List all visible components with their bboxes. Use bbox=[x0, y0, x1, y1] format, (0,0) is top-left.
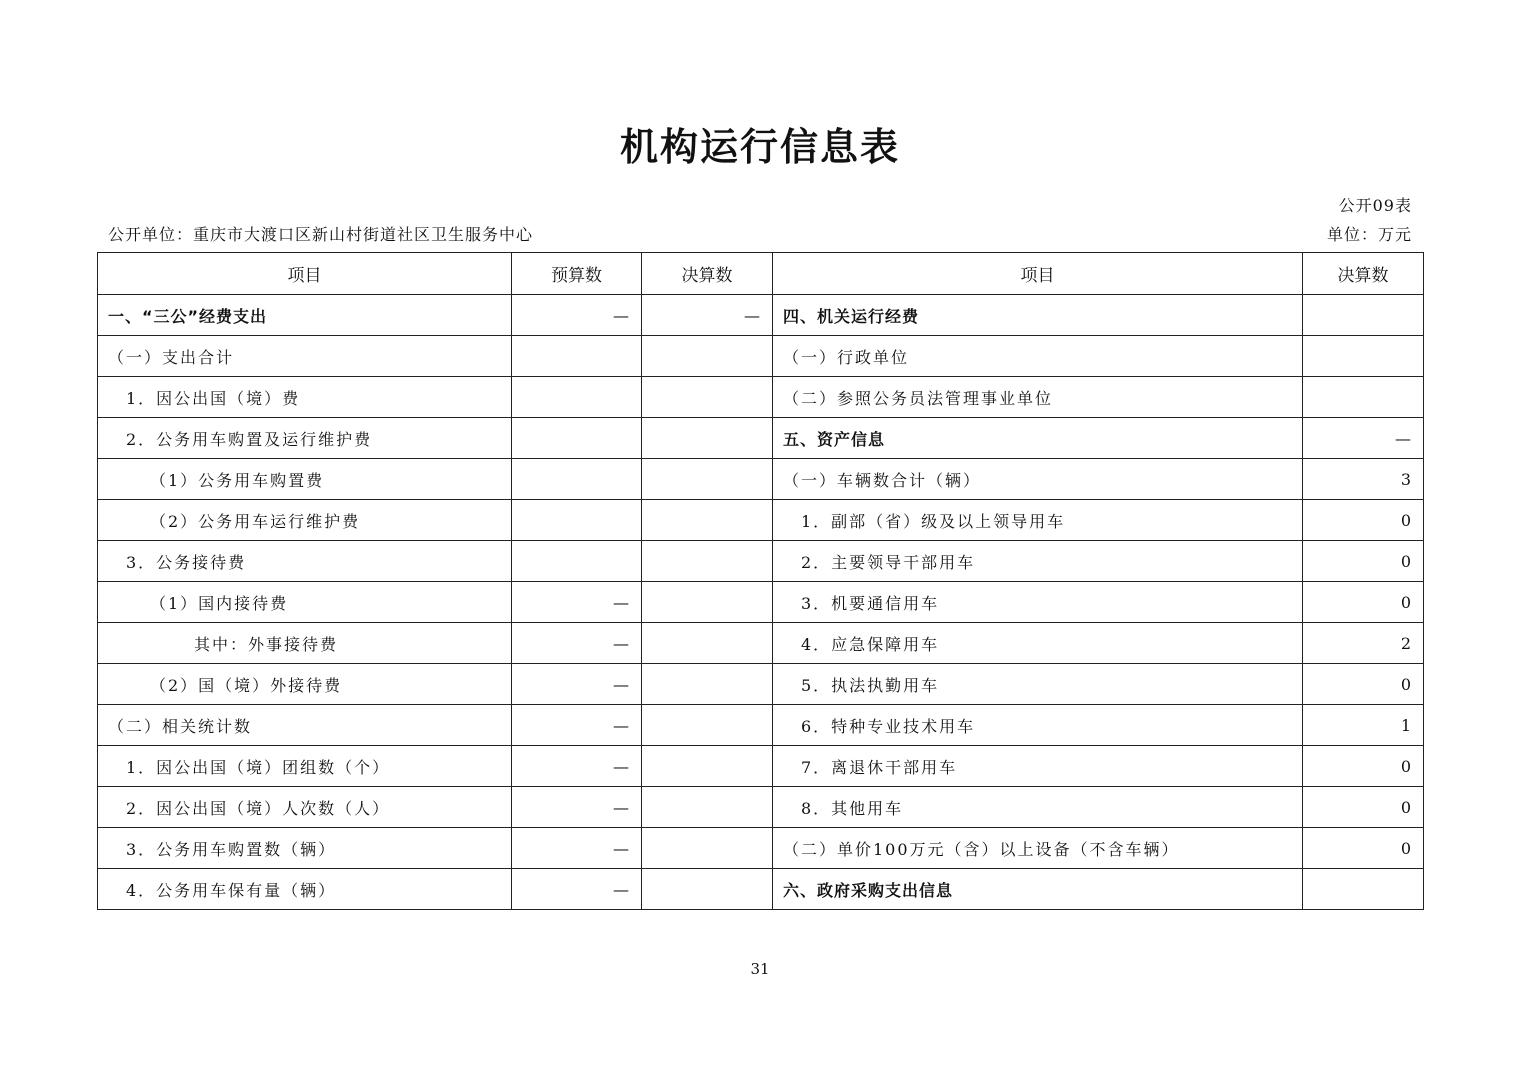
table-row bbox=[98, 418, 1424, 459]
left-item: 3．公务用车购置数（辆） bbox=[98, 828, 512, 869]
header-actual-left: 决算数 bbox=[642, 253, 773, 295]
right-actual bbox=[1303, 295, 1424, 336]
right-item: 6．特种专业技术用车 bbox=[773, 705, 1303, 746]
table-row bbox=[98, 295, 1424, 336]
right-item: 五、资产信息 bbox=[773, 418, 1303, 459]
right-actual: 0 bbox=[1303, 664, 1424, 705]
right-actual: — bbox=[1303, 418, 1424, 459]
right-item: （一）行政单位 bbox=[773, 336, 1303, 377]
left-budget: — bbox=[512, 582, 642, 623]
left-actual bbox=[642, 828, 773, 869]
right-item: 1．副部（省）级及以上领导用车 bbox=[773, 500, 1303, 541]
right-item: 5．执法执勤用车 bbox=[773, 664, 1303, 705]
left-item: 1．因公出国（境）费 bbox=[98, 377, 512, 418]
left-item: 1．因公出国（境）团组数（个） bbox=[98, 746, 512, 787]
header-budget: 预算数 bbox=[512, 253, 642, 295]
left-item: 3．公务接待费 bbox=[98, 541, 512, 582]
left-budget: — bbox=[512, 869, 642, 910]
left-budget: — bbox=[512, 623, 642, 664]
left-budget bbox=[512, 459, 642, 500]
left-actual bbox=[642, 336, 773, 377]
left-budget: — bbox=[512, 746, 642, 787]
page-number: 31 bbox=[750, 960, 770, 978]
left-actual bbox=[642, 664, 773, 705]
right-actual bbox=[1303, 336, 1424, 377]
right-actual: 0 bbox=[1303, 828, 1424, 869]
right-actual: 2 bbox=[1303, 623, 1424, 664]
left-budget bbox=[512, 377, 642, 418]
left-item: 2．公务用车购置及运行维护费 bbox=[98, 418, 512, 459]
right-item: 2．主要领导干部用车 bbox=[773, 541, 1303, 582]
left-item: （一）支出合计 bbox=[98, 336, 512, 377]
right-item: 六、政府采购支出信息 bbox=[773, 869, 1303, 910]
table-row bbox=[98, 623, 1424, 664]
left-budget: — bbox=[512, 828, 642, 869]
table-row bbox=[98, 377, 1424, 418]
right-item: 四、机关运行经费 bbox=[773, 295, 1303, 336]
right-actual: 0 bbox=[1303, 541, 1424, 582]
right-item: （二）单价100万元（含）以上设备（不含车辆） bbox=[773, 828, 1303, 869]
left-budget: — bbox=[512, 705, 642, 746]
right-item: （一）车辆数合计（辆） bbox=[773, 459, 1303, 500]
right-actual: 3 bbox=[1303, 459, 1424, 500]
left-actual bbox=[642, 500, 773, 541]
table-row bbox=[98, 336, 1424, 377]
right-item: 3．机要通信用车 bbox=[773, 582, 1303, 623]
left-budget bbox=[512, 336, 642, 377]
table-row bbox=[98, 541, 1424, 582]
table-row bbox=[98, 869, 1424, 910]
left-actual bbox=[642, 787, 773, 828]
info-table bbox=[97, 252, 1424, 910]
table-row bbox=[98, 828, 1424, 869]
unit-label: 单位：万元 bbox=[1326, 225, 1412, 244]
left-actual bbox=[642, 582, 773, 623]
table-row bbox=[98, 582, 1424, 623]
page-title: 机构运行信息表 bbox=[619, 125, 900, 169]
left-item: （1）国内接待费 bbox=[98, 582, 512, 623]
table-row bbox=[98, 664, 1424, 705]
left-actual: — bbox=[642, 295, 773, 336]
left-budget: — bbox=[512, 787, 642, 828]
table-row bbox=[98, 459, 1424, 500]
table-row bbox=[98, 705, 1424, 746]
left-item: 2．因公出国（境）人次数（人） bbox=[98, 787, 512, 828]
left-item: （2）公务用车运行维护费 bbox=[98, 500, 512, 541]
left-actual bbox=[642, 869, 773, 910]
left-actual bbox=[642, 705, 773, 746]
left-budget bbox=[512, 500, 642, 541]
header-item-right: 项目 bbox=[773, 253, 1303, 295]
left-actual bbox=[642, 746, 773, 787]
left-budget: — bbox=[512, 664, 642, 705]
table-header-row bbox=[98, 253, 1424, 295]
left-actual bbox=[642, 459, 773, 500]
table-row bbox=[98, 787, 1424, 828]
left-actual bbox=[642, 377, 773, 418]
left-actual bbox=[642, 541, 773, 582]
right-actual: 1 bbox=[1303, 705, 1424, 746]
table-row bbox=[98, 500, 1424, 541]
right-actual: 0 bbox=[1303, 787, 1424, 828]
right-actual bbox=[1303, 869, 1424, 910]
right-actual bbox=[1303, 377, 1424, 418]
left-actual bbox=[642, 623, 773, 664]
form-number: 公开09表 bbox=[1338, 196, 1412, 215]
right-item: 8．其他用车 bbox=[773, 787, 1303, 828]
left-budget: — bbox=[512, 295, 642, 336]
right-item: （二）参照公务员法管理事业单位 bbox=[773, 377, 1303, 418]
left-item: 一、“三公”经费支出 bbox=[98, 295, 512, 336]
left-actual bbox=[642, 418, 773, 459]
header-item-left: 项目 bbox=[98, 253, 512, 295]
left-budget bbox=[512, 541, 642, 582]
left-item: 4．公务用车保有量（辆） bbox=[98, 869, 512, 910]
left-item: 其中：外事接待费 bbox=[98, 623, 512, 664]
right-item: 4．应急保障用车 bbox=[773, 623, 1303, 664]
right-actual: 0 bbox=[1303, 746, 1424, 787]
table-row bbox=[98, 746, 1424, 787]
left-budget bbox=[512, 418, 642, 459]
org-label: 公开单位：重庆市大渡口区新山村街道社区卫生服务中心 bbox=[108, 225, 534, 244]
right-item: 7．离退休干部用车 bbox=[773, 746, 1303, 787]
header-actual-right: 决算数 bbox=[1303, 253, 1424, 295]
left-item: （1）公务用车购置费 bbox=[98, 459, 512, 500]
right-actual: 0 bbox=[1303, 582, 1424, 623]
left-item: （二）相关统计数 bbox=[98, 705, 512, 746]
left-item: （2）国（境）外接待费 bbox=[98, 664, 512, 705]
right-actual: 0 bbox=[1303, 500, 1424, 541]
